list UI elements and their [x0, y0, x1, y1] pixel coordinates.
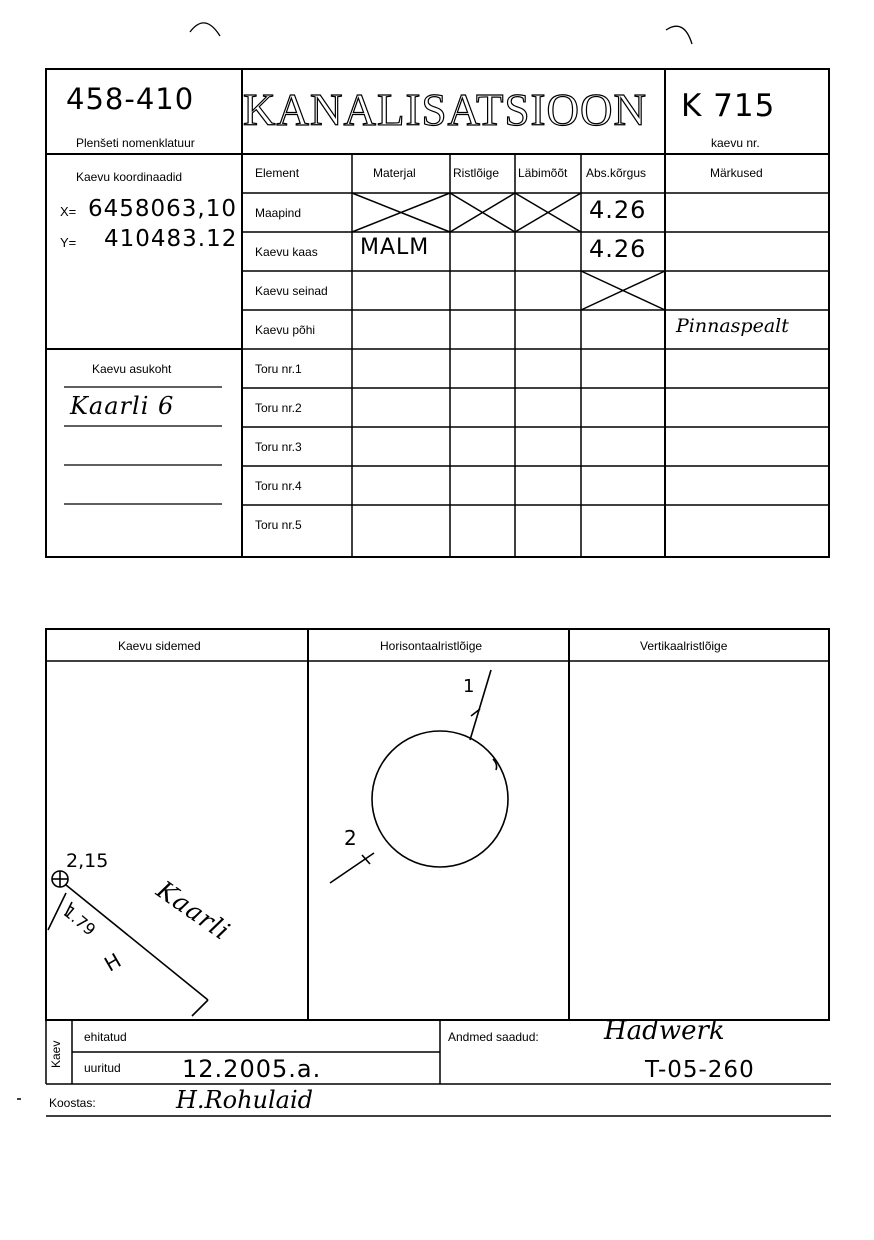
distance-label-1: 2,15	[66, 850, 109, 872]
nomenclature-value: 458-410	[66, 82, 195, 116]
table-row-element: Toru nr.3	[255, 440, 302, 454]
col-header-cross-section: Ristlõige	[453, 166, 500, 180]
pipe-1-label: 1	[463, 676, 476, 697]
nomenclature-label: Plenšeti nomenklatuur	[76, 136, 195, 150]
notes-bottom: Pinnaspealt	[676, 315, 789, 337]
compiled-by-value: H.Rohulaid	[176, 1086, 314, 1114]
pipe-2-label: 2	[344, 826, 358, 850]
table-row-element: Toru nr.4	[255, 479, 302, 493]
col-header-abs-height: Abs.kõrgus	[586, 166, 647, 180]
panel-header-vertical-section: Vertikaalristlõige	[640, 639, 728, 653]
col-header-diameter: Läbimõõt	[518, 166, 568, 180]
well-number: K 715	[681, 88, 776, 124]
data-source-label: Andmed saadud:	[448, 1030, 539, 1044]
x-prefix: X=	[60, 204, 77, 219]
coordinates-label: Kaevu koordinaadid	[76, 170, 183, 184]
y-coordinate: 410483.12	[104, 226, 238, 252]
inspected-label: uuritud	[84, 1061, 121, 1075]
inspected-date: 12.2005.a.	[182, 1055, 322, 1083]
y-prefix: Y=	[60, 235, 77, 250]
built-label: ehitatud	[84, 1030, 127, 1044]
well-number-label: kaevu nr.	[711, 136, 760, 150]
compiled-by-label: Koostas:	[49, 1096, 96, 1110]
abs-height-cover: 4.26	[589, 235, 647, 263]
table-row-element: Toru nr.2	[255, 401, 302, 415]
table-row-element: Kaevu põhi	[255, 323, 316, 337]
abs-height-ground: 4.26	[589, 196, 647, 224]
table-row-element: Toru nr.5	[255, 518, 302, 532]
page-title: KANALISATSIOON	[243, 85, 647, 135]
horizontal-section-sketch	[330, 670, 508, 883]
location-label: Kaevu asukoht	[92, 362, 172, 376]
material-cover: MALM	[360, 235, 430, 260]
panel-header-horizontal-section: Horisontaalristlõige	[380, 639, 483, 653]
col-header-material: Materjal	[373, 166, 416, 180]
distance-label-2: 1.79	[59, 902, 100, 940]
building-label: H	[100, 947, 126, 977]
col-header-notes: Märkused	[710, 166, 763, 180]
panel-header-connections: Kaevu sidemed	[118, 639, 201, 653]
data-source-value: Hadwerk	[604, 1016, 725, 1046]
col-header-element: Element	[255, 166, 300, 180]
table-row-element: Kaevu kaas	[255, 245, 318, 259]
table-row-element: Toru nr.1	[255, 362, 302, 376]
kaev-label: Kaev	[49, 1040, 63, 1068]
table-row-element: Kaevu seinad	[255, 284, 328, 298]
street-label: Kaarli	[151, 875, 236, 947]
table-row-element: Maapind	[255, 206, 302, 220]
location-value: Kaarli 6	[70, 392, 175, 420]
x-coordinate: 6458063,10	[88, 196, 238, 222]
data-source-code: T-05-260	[645, 1057, 755, 1083]
